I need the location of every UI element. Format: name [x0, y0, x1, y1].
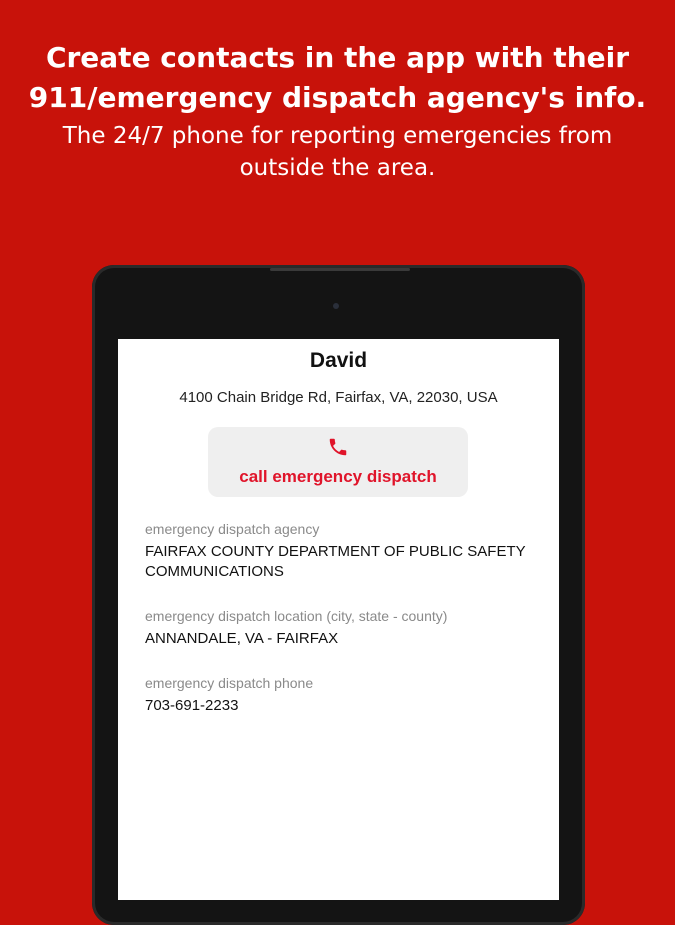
call-emergency-dispatch-button[interactable] — [208, 427, 468, 497]
tablet-camera — [333, 303, 339, 309]
tablet-top-edge — [270, 268, 410, 271]
dispatch-location-value: ANNANDALE, VA - FAIRFAX — [145, 630, 339, 647]
dispatch-agency-value: FAIRFAX COUNTY DEPARTMENT OF PUBLIC SAFETY COMMUNICATIONS — [145, 543, 526, 580]
contact-address: 4100 Chain Bridge Rd, Fairfax, VA, 22030, USA — [179, 389, 498, 406]
promo-subline: The 24/7 phone for reporting emergencies from outside the area. — [62, 123, 613, 181]
promo-headline-line-1: Create contacts in the app with their — [45, 41, 630, 74]
dispatch-location-label: emergency dispatch location (city, state - county) — [145, 608, 448, 624]
dispatch-phone-value[interactable]: 703-691-2233 — [145, 697, 239, 714]
contact-name: David — [309, 349, 368, 372]
call-button-label: call emergency dispatch — [239, 467, 437, 486]
promo-headline-line-2: 911/emergency dispatch agency's info. — [28, 81, 647, 114]
promo-headline — [0, 38, 675, 118]
phone-icon — [327, 436, 349, 458]
contact-detail-screen — [118, 339, 559, 900]
dispatch-phone-label: emergency dispatch phone — [145, 675, 314, 691]
dispatch-agency-label: emergency dispatch agency — [145, 521, 320, 537]
